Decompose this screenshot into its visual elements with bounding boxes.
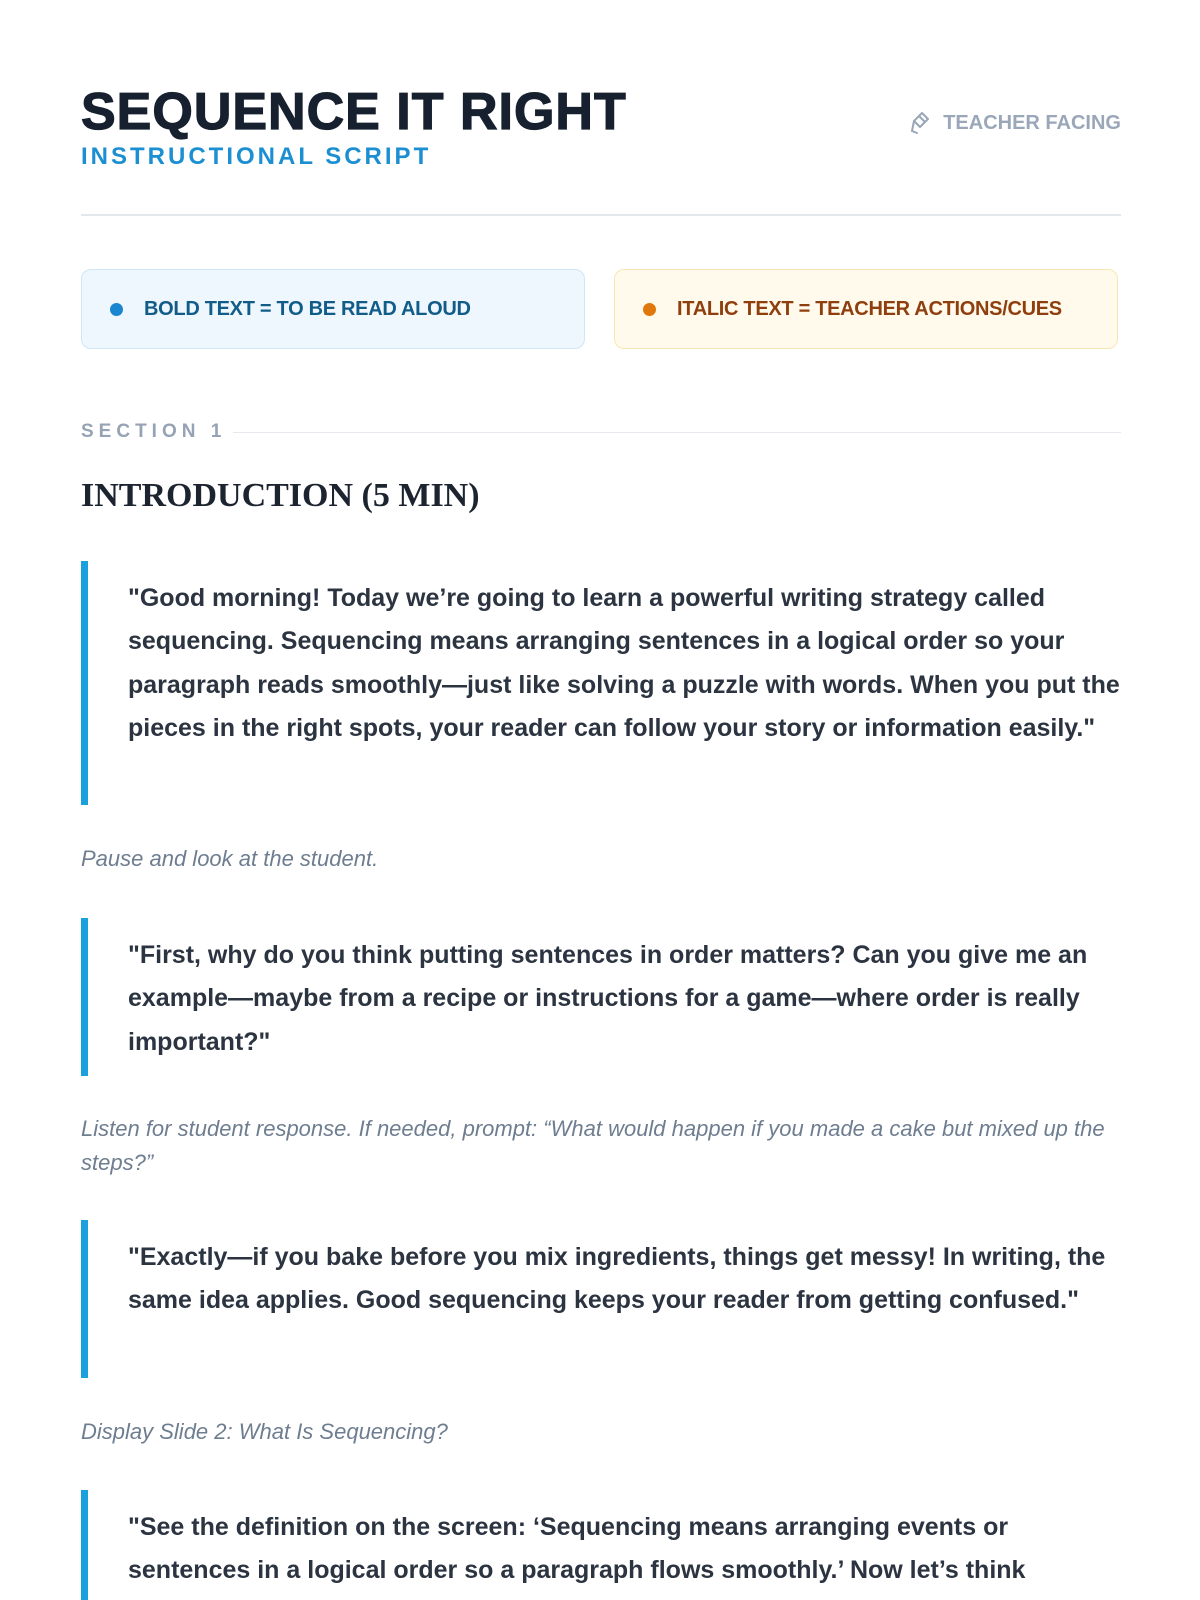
audience-label: TEACHER FACING bbox=[943, 111, 1121, 134]
read-aloud-block: "See the definition on the screen: ‘Sequencing means arranging events or sentences in a logical order so a paragraph flows smoothly.’ Now let’s think bbox=[81, 1490, 1121, 1600]
legend-teacher-cues bbox=[614, 269, 1118, 349]
audience-badge bbox=[909, 110, 1121, 136]
section-heading: INTRODUCTION (5 MIN) bbox=[81, 477, 480, 514]
legend-read-aloud bbox=[81, 269, 585, 349]
page-subtitle: INSTRUCTIONAL SCRIPT bbox=[81, 143, 432, 170]
bullet-icon bbox=[110, 303, 123, 316]
section-divider bbox=[233, 432, 1121, 433]
header bbox=[81, 84, 1121, 214]
page-title: SEQUENCE IT RIGHT bbox=[81, 83, 627, 141]
teacher-cue: Listen for student response. If needed, prompt: “What would happen if you made a cake but mixed up the steps?” bbox=[81, 1116, 1105, 1175]
read-aloud-block: "Good morning! Today we’re going to learn a powerful writing strategy called sequencing. Sequencing means arranging sentences in a logical order so your paragraph reads smoothly—just like solving a puzzle with words. When you put the pieces in the right spots, your reader can follow your story or information easily." bbox=[81, 561, 1121, 805]
legend-read-aloud-label: BOLD TEXT = TO BE READ ALOUD bbox=[144, 297, 471, 320]
read-aloud-block: "Exactly—if you bake before you mix ingredients, things get messy! In writing, the same idea applies. Good sequencing keeps your reader from getting confused." bbox=[81, 1220, 1121, 1378]
legend-teacher-cues-label: ITALIC TEXT = TEACHER ACTIONS/CUES bbox=[677, 297, 1062, 320]
bullet-icon bbox=[643, 303, 656, 316]
microphone-icon bbox=[909, 110, 931, 136]
read-aloud-block: "First, why do you think putting sentences in order matters? Can you give me an example—maybe from a recipe or instructions for a game—where order is really important?" bbox=[81, 918, 1121, 1076]
header-divider bbox=[81, 214, 1121, 216]
teacher-cue: Pause and look at the student. bbox=[81, 846, 379, 871]
section-label: SECTION 1 bbox=[81, 421, 227, 442]
teacher-cue: Display Slide 2: What Is Sequencing? bbox=[81, 1419, 448, 1444]
